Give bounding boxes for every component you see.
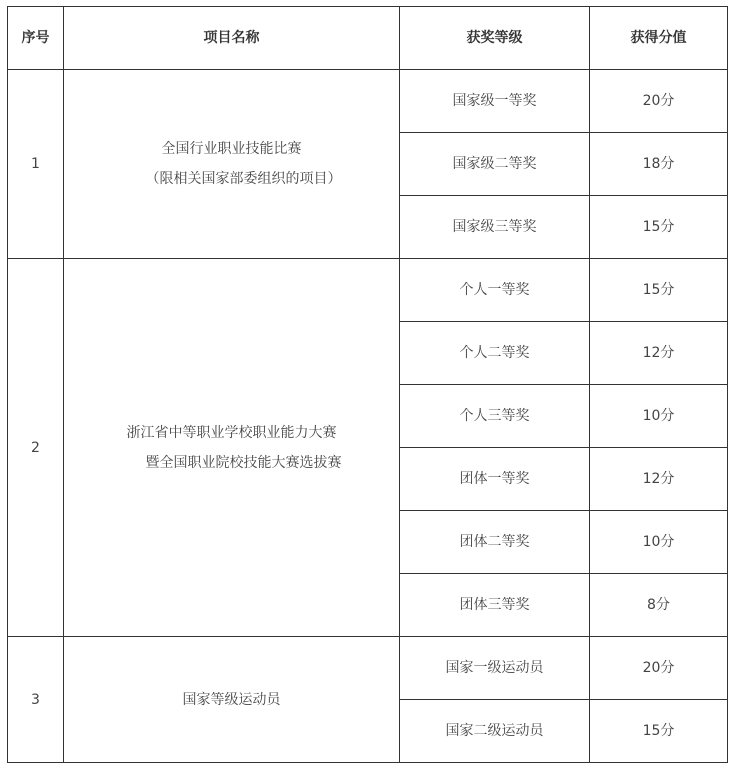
score-cell: 15分: [590, 700, 728, 763]
table-row: [8, 259, 728, 322]
header-award-level: 获奖等级: [400, 7, 590, 70]
table-header-row: [8, 7, 728, 70]
award-level-cell: 国家级二等奖: [400, 133, 590, 196]
table-row: [8, 637, 728, 700]
score-cell: 12分: [590, 448, 728, 511]
award-level-cell: 团体二等奖: [400, 511, 590, 574]
project-name-line: 全国行业职业技能比赛: [161, 141, 302, 157]
award-level-cell: 个人二等奖: [400, 322, 590, 385]
score-cell: 18分: [590, 133, 728, 196]
project-name-line: 暨全国职业院校技能大赛选拔赛: [145, 454, 342, 471]
seq-cell: 3: [8, 637, 64, 763]
score-cell: 20分: [590, 637, 728, 700]
award-score-table: [7, 6, 728, 763]
score-cell: 15分: [590, 196, 728, 259]
award-level-cell: 国家一级运动员: [400, 637, 590, 700]
award-level-cell: 团体一等奖: [400, 448, 590, 511]
score-cell: 12分: [590, 322, 728, 385]
award-level-cell: 个人一等奖: [400, 259, 590, 322]
award-level-cell: 国家级三等奖: [400, 196, 590, 259]
project-name-line: 国家等级运动员: [182, 691, 281, 708]
header-score: 获得分值: [590, 7, 728, 70]
header-project-name: 项目名称: [64, 7, 400, 70]
project-name-cell: [64, 259, 400, 637]
project-name-line: （限相关国家部委组织的项目）: [145, 171, 342, 187]
score-cell: 10分: [590, 385, 728, 448]
score-cell: 10分: [590, 511, 728, 574]
project-name-cell: [64, 70, 400, 259]
award-level-cell: 国家二级运动员: [400, 700, 590, 763]
seq-cell: 2: [8, 259, 64, 637]
table-row: [8, 70, 728, 133]
award-level-cell: 团体三等奖: [400, 574, 590, 637]
score-cell: 20分: [590, 70, 728, 133]
seq-cell: 1: [8, 70, 64, 259]
score-cell: 15分: [590, 259, 728, 322]
project-name-cell: [64, 637, 400, 763]
header-seq: 序号: [8, 7, 64, 70]
award-level-cell: 国家级一等奖: [400, 70, 590, 133]
score-cell: 8分: [590, 574, 728, 637]
award-level-cell: 个人三等奖: [400, 385, 590, 448]
project-name-line: 浙江省中等职业学校职业能力大赛: [126, 424, 337, 441]
